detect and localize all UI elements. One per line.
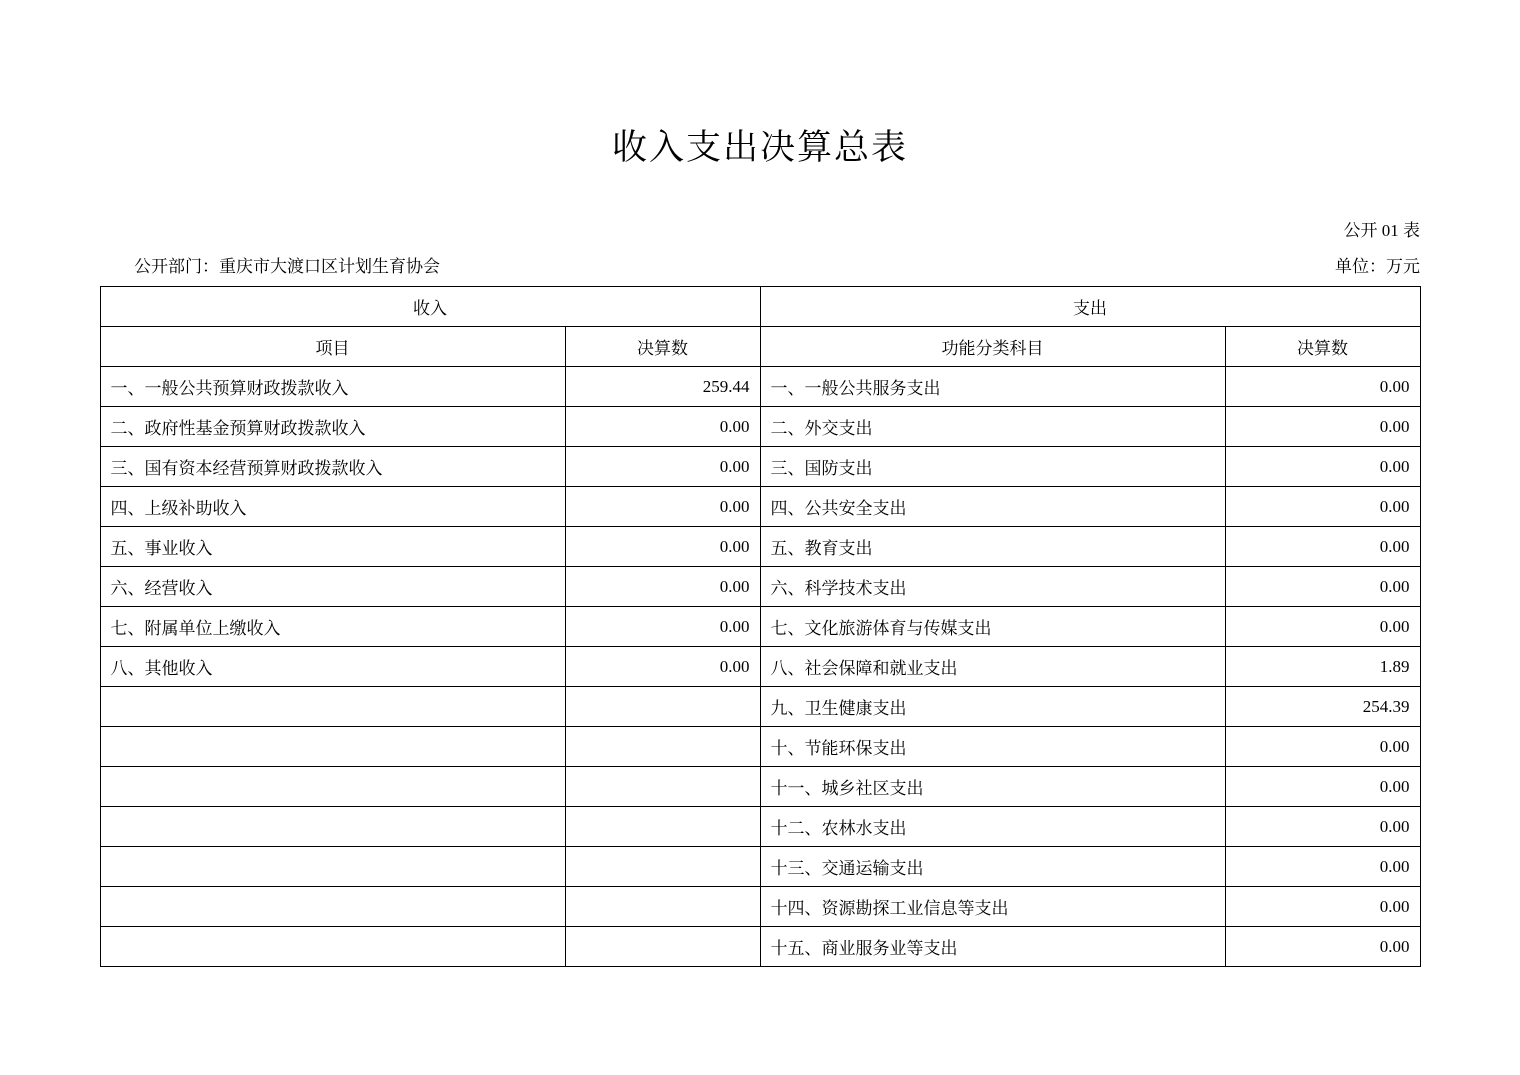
expense-amount-cell: 1.89 (1225, 647, 1420, 687)
income-item-cell (100, 727, 565, 767)
income-amount-cell (565, 767, 760, 807)
income-item-cell (100, 687, 565, 727)
expense-item-cell: 六、科学技术支出 (760, 567, 1225, 607)
income-item-cell (100, 767, 565, 807)
column-header-income-amount: 决算数 (565, 327, 760, 367)
expense-amount-cell: 0.00 (1225, 767, 1420, 807)
table-row (100, 567, 1420, 607)
income-item-cell: 三、国有资本经营预算财政拨款收入 (100, 447, 565, 487)
column-header-expense-amount: 决算数 (1225, 327, 1420, 367)
income-item-cell: 五、事业收入 (100, 527, 565, 567)
income-amount-cell: 259.44 (565, 367, 760, 407)
expense-item-cell: 九、卫生健康支出 (760, 687, 1225, 727)
expense-amount-cell: 0.00 (1225, 447, 1420, 487)
expense-item-cell: 十、节能环保支出 (760, 727, 1225, 767)
income-item-cell (100, 927, 565, 967)
income-amount-cell (565, 727, 760, 767)
income-amount-cell: 0.00 (565, 567, 760, 607)
budget-table (100, 286, 1421, 967)
table-row (100, 527, 1420, 567)
table-group-header-row (100, 287, 1420, 327)
income-amount-cell: 0.00 (565, 607, 760, 647)
table-row (100, 687, 1420, 727)
column-header-income-item: 项目 (100, 327, 565, 367)
table-row (100, 367, 1420, 407)
expense-item-cell: 四、公共安全支出 (760, 487, 1225, 527)
income-item-cell: 二、政府性基金预算财政拨款收入 (100, 407, 565, 447)
table-column-header-row (100, 327, 1420, 367)
title-spacer (0, 170, 1520, 216)
expense-item-cell: 十三、交通运输支出 (760, 847, 1225, 887)
expense-amount-cell: 0.00 (1225, 887, 1420, 927)
expense-amount-cell: 0.00 (1225, 527, 1420, 567)
table-row (100, 447, 1420, 487)
expense-amount-cell: 0.00 (1225, 807, 1420, 847)
table-row (100, 607, 1420, 647)
income-amount-cell (565, 807, 760, 847)
expense-item-cell: 五、教育支出 (760, 527, 1225, 567)
table-row (100, 847, 1420, 887)
page-title: 收入支出决算总表 (611, 128, 908, 168)
income-amount-cell: 0.00 (565, 647, 760, 687)
table-row (100, 487, 1420, 527)
expense-item-cell: 七、文化旅游体育与传媒支出 (760, 607, 1225, 647)
income-item-cell (100, 807, 565, 847)
income-amount-cell (565, 887, 760, 927)
income-amount-cell: 0.00 (565, 487, 760, 527)
expense-amount-cell: 254.39 (1225, 687, 1420, 727)
expense-item-cell: 十五、商业服务业等支出 (760, 927, 1225, 967)
expense-amount-cell: 0.00 (1225, 567, 1420, 607)
department-label: 公开部门：重庆市大渡口区计划生育协会 (134, 257, 440, 276)
income-item-cell: 八、其他收入 (100, 647, 565, 687)
expense-amount-cell: 0.00 (1225, 407, 1420, 447)
table-row (100, 887, 1420, 927)
expense-amount-cell: 0.00 (1225, 607, 1420, 647)
form-number-row (100, 216, 1420, 240)
column-header-expense-item: 功能分类科目 (760, 327, 1225, 367)
income-item-cell: 四、上级补助收入 (100, 487, 565, 527)
expense-amount-cell: 0.00 (1225, 367, 1420, 407)
income-item-cell (100, 847, 565, 887)
expense-item-cell: 一、一般公共服务支出 (760, 367, 1225, 407)
table-row (100, 807, 1420, 847)
table-row (100, 927, 1420, 967)
income-item-cell: 六、经营收入 (100, 567, 565, 607)
form-number: 公开 01 表 (1343, 221, 1420, 240)
income-amount-cell (565, 927, 760, 967)
unit-label: 单位：万元 (1335, 257, 1420, 276)
income-amount-cell (565, 687, 760, 727)
income-amount-cell: 0.00 (565, 447, 760, 487)
expense-amount-cell: 0.00 (1225, 847, 1420, 887)
expense-item-cell: 十二、农林水支出 (760, 807, 1225, 847)
expense-amount-cell: 0.00 (1225, 487, 1420, 527)
table-row (100, 647, 1420, 687)
group-header-expense: 支出 (760, 287, 1420, 327)
income-item-cell (100, 887, 565, 927)
income-amount-cell: 0.00 (565, 527, 760, 567)
table-row (100, 407, 1420, 447)
income-amount-cell: 0.00 (565, 407, 760, 447)
expense-item-cell: 三、国防支出 (760, 447, 1225, 487)
group-header-income: 收入 (100, 287, 760, 327)
income-item-cell: 七、附属单位上缴收入 (100, 607, 565, 647)
expense-amount-cell: 0.00 (1225, 927, 1420, 967)
expense-item-cell: 二、外交支出 (760, 407, 1225, 447)
expense-item-cell: 八、社会保障和就业支出 (760, 647, 1225, 687)
table-row (100, 727, 1420, 767)
expense-item-cell: 十一、城乡社区支出 (760, 767, 1225, 807)
table-row (100, 767, 1420, 807)
meta-row (100, 240, 1420, 286)
income-amount-cell (565, 847, 760, 887)
expense-item-cell: 十四、资源勘探工业信息等支出 (760, 887, 1225, 927)
income-item-cell: 一、一般公共预算财政拨款收入 (100, 367, 565, 407)
expense-amount-cell: 0.00 (1225, 727, 1420, 767)
